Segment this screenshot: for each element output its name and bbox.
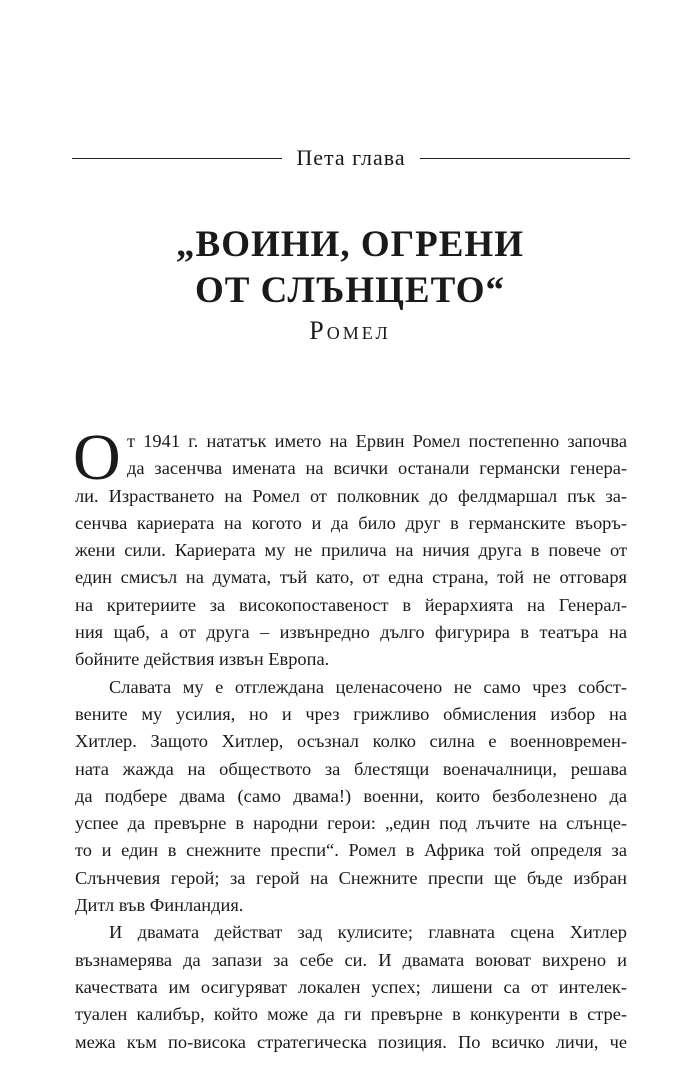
text-line: туален калибър, който може да ги превърне в конкуренти в стре-: [75, 1004, 627, 1025]
text-line: Хитлер. Защото Хитлер, осъзнал колко силна е военновремен-: [75, 731, 627, 752]
header-rule-right: [420, 158, 630, 159]
text-line: Дитл във Финландия.: [75, 895, 244, 916]
paragraph-1: [73, 421, 627, 674]
chapter-header: [72, 143, 630, 173]
text-line: Славата му е отглеждана целенасочено не само чрез собст-: [109, 676, 627, 697]
text-line: ната жажда на обществото за блестящи военачалници, решава: [75, 758, 627, 779]
text-line: ли. Израстването на Ромел от полковник до фелдмаршал пък за-: [75, 485, 627, 506]
body-text: [73, 421, 627, 1056]
text-line: един смисъл на думата, тъй като, от една страна, той не отговаря: [75, 567, 627, 588]
paragraph-3: [75, 919, 627, 1055]
text-line: бойните действия извън Европа.: [75, 649, 330, 670]
text-line: да засенчва имената на всички останали германски генера-: [127, 458, 627, 479]
chapter-title-line-1: „ВОИНИ, ОГРЕНИ: [176, 224, 524, 265]
text-line: жени сили. Кариерата му не прилича на ничия друга в повече от: [75, 540, 627, 561]
paragraph-2: [75, 674, 627, 920]
text-line: т 1941 г. нататък името на Ервин Ромел постепенно започва: [127, 431, 627, 451]
text-line: то и един в снежните преспи“. Ромел в Африка той определя за: [75, 840, 627, 861]
text-line: вените му усилия, но и чрез грижливо обмисления избор на: [75, 703, 627, 724]
text-line: Слънчевия герой; за герой на Снежните преспи ще бъде избран: [75, 867, 627, 888]
text-line: възнамерява да запази за себе си. И двамата воюват вихрено и: [75, 949, 627, 970]
text-line: ния щаб, а от друга – извънредно дълго фигурира в театъра на: [75, 622, 627, 643]
drop-cap: О: [73, 421, 121, 494]
text-line: на критериите за високопоставеност в йерархията на Генерал-: [75, 594, 627, 615]
chapter-label: Пета глава: [296, 145, 406, 170]
chapter-title-line-2: ОТ СЛЪНЦЕТО“: [194, 270, 506, 311]
text-line: успее да превърне в народни герои: „един под лъчите на слънце-: [75, 813, 627, 834]
text-line: да подбере двама (само двама!) военни, които безболезнено да: [75, 785, 627, 806]
text-line: И двамата действат зад кулисите; главната сцена Хитлер: [109, 922, 627, 943]
chapter-title: [0, 222, 700, 314]
chapter-subtitle: Ромел: [309, 316, 391, 345]
header-rule-left: [72, 158, 282, 159]
text-line: качествата им осигуряват локален успех; лишени са от интелек-: [75, 976, 627, 997]
text-line: межа към по-висока стратегическа позиция. По всичко личи, че: [75, 1031, 627, 1052]
text-line: сенчва кариерата на когото и да било друг в германските въоръ-: [75, 512, 627, 533]
